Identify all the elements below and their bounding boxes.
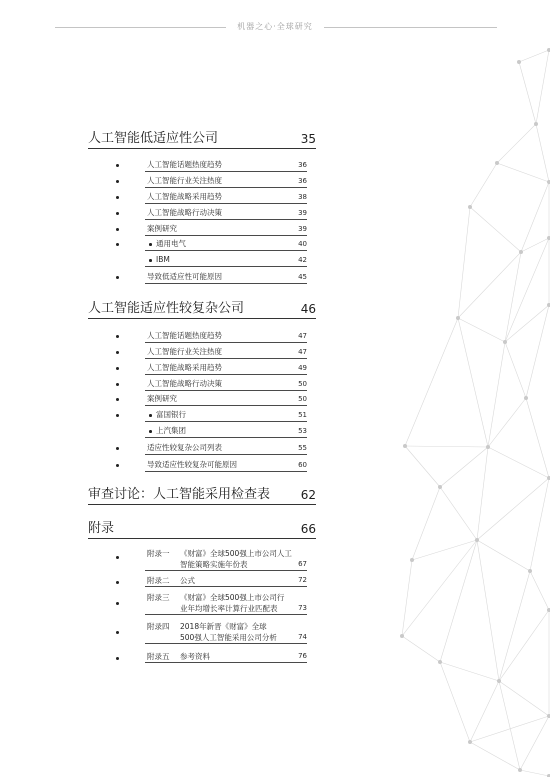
toc-item-page: 38	[298, 193, 307, 201]
toc-item-page: 50	[298, 380, 307, 388]
bullet-icon	[116, 602, 119, 605]
appendix-title-line: 公式	[180, 576, 195, 585]
toc-subitem	[145, 425, 307, 438]
toc-item-label: 人工智能战略采用趋势	[147, 363, 222, 372]
appendix-label: 附录三	[147, 593, 170, 602]
appendix-title	[180, 575, 195, 586]
toc-item-label: 人工智能行业关注热度	[147, 176, 222, 185]
toc-item-page: 47	[298, 348, 307, 356]
bullet-icon	[116, 212, 119, 215]
header-rule-right	[324, 27, 497, 28]
toc-item	[145, 393, 307, 406]
bullet-icon	[116, 164, 119, 167]
toc-item	[145, 223, 307, 236]
toc-section-heading	[88, 301, 316, 319]
appendix-title-line: 《财富》全球500强上市公司人工	[180, 549, 292, 558]
appendix-page: 72	[298, 576, 307, 584]
toc-subitem	[145, 254, 307, 267]
toc-item-page: 40	[298, 240, 307, 248]
toc-subitem	[145, 409, 307, 422]
toc-item-label: 上汽集团	[156, 426, 186, 435]
appendix-title-line: 2018年新晋《财富》全球	[180, 622, 267, 631]
toc-item-label: IBM	[156, 255, 170, 264]
toc-item-page: 39	[298, 209, 307, 217]
bullet-icon	[116, 657, 119, 660]
section-page-number: 46	[300, 302, 316, 316]
appendix-title-line: 业年均增长率计算行业匹配表	[180, 604, 278, 613]
bullet-icon	[116, 335, 119, 338]
section-title: 人工智能低适应性公司	[88, 131, 219, 146]
toc-item	[145, 362, 307, 375]
bullet-icon	[116, 180, 119, 183]
toc-section-heading	[88, 131, 316, 149]
sub-bullet-icon	[149, 430, 152, 433]
appendix-title	[180, 548, 292, 570]
sub-bullet-icon	[149, 243, 152, 246]
bullet-icon	[116, 631, 119, 634]
appendix-title	[180, 592, 284, 614]
section-page-number: 62	[300, 488, 316, 502]
appendix-label: 附录四	[147, 622, 170, 631]
toc-item-label: 案例研究	[147, 394, 177, 403]
toc-item-label: 导致适应性较复杂可能原因	[147, 460, 237, 469]
appendix-page: 76	[298, 652, 307, 660]
toc-item-label: 人工智能战略行动决策	[147, 208, 222, 217]
toc-item-page: 36	[298, 161, 307, 169]
sub-bullet-icon	[149, 259, 152, 262]
toc-section-heading	[88, 487, 316, 505]
bullet-icon	[116, 414, 119, 417]
toc-item-page: 36	[298, 177, 307, 185]
appendix-item	[145, 621, 307, 644]
toc-item	[145, 175, 307, 188]
toc-item-page: 55	[298, 444, 307, 452]
section-page-number: 66	[300, 522, 316, 536]
toc-item	[145, 207, 307, 220]
toc-item-label: 人工智能话题热度趋势	[147, 160, 222, 169]
toc-item	[145, 346, 307, 359]
toc-item-page: 39	[298, 225, 307, 233]
bullet-icon	[116, 383, 119, 386]
appendix-item	[145, 592, 307, 615]
toc-item	[145, 191, 307, 204]
toc-item-label: 人工智能话题热度趋势	[147, 331, 222, 340]
appendix-title-line: 智能策略实施年份表	[180, 560, 248, 569]
bullet-icon	[116, 581, 119, 584]
toc-item-page: 53	[298, 427, 307, 435]
toc-item-label: 人工智能行业关注热度	[147, 347, 222, 356]
toc-item-label: 富国银行	[156, 410, 186, 419]
toc-item-page: 49	[298, 364, 307, 372]
appendix-item	[145, 575, 307, 587]
toc-item-label: 适应性较复杂公司列表	[147, 443, 222, 452]
toc-item	[145, 378, 307, 391]
toc-item-page: 50	[298, 395, 307, 403]
appendix-label: 附录二	[147, 576, 170, 585]
appendix-title	[180, 651, 210, 662]
toc-item	[145, 330, 307, 343]
toc-item-page: 51	[298, 411, 307, 419]
toc-item-label: 导致低适应性可能原因	[147, 272, 222, 281]
bullet-icon	[116, 276, 119, 279]
appendix-label: 附录一	[147, 549, 170, 558]
toc-item	[145, 442, 307, 455]
toc-item	[145, 459, 307, 472]
toc-item-page: 42	[298, 256, 307, 264]
appendix-title-line: 参考资料	[180, 652, 210, 661]
bullet-icon	[116, 351, 119, 354]
toc-subitem	[145, 238, 307, 251]
bullet-icon	[116, 447, 119, 450]
toc-item	[145, 159, 307, 172]
bullet-icon	[116, 367, 119, 370]
appendix-page: 67	[298, 560, 307, 568]
sub-bullet-icon	[149, 414, 152, 417]
appendix-page: 73	[298, 604, 307, 612]
toc-item-label: 通用电气	[156, 239, 186, 248]
section-page-number: 35	[300, 132, 316, 146]
bullet-icon	[116, 243, 119, 246]
toc-item-page: 60	[298, 461, 307, 469]
toc-section-heading	[88, 521, 316, 539]
bullet-icon	[116, 464, 119, 467]
toc-item	[145, 271, 307, 284]
toc-item-label: 人工智能战略采用趋势	[147, 192, 222, 201]
appendix-label: 附录五	[147, 652, 170, 661]
bullet-icon	[116, 228, 119, 231]
appendix-item	[145, 548, 307, 571]
toc-item-label: 人工智能战略行动决策	[147, 379, 222, 388]
running-header: 机器之心·全球研究	[237, 22, 313, 31]
appendix-page: 74	[298, 633, 307, 641]
toc-item-page: 47	[298, 332, 307, 340]
section-title: 审查讨论：人工智能采用检查表	[88, 487, 271, 502]
appendix-title-line: 500强人工智能采用公司分析	[180, 633, 277, 642]
bullet-icon	[116, 398, 119, 401]
toc-item-page: 45	[298, 273, 307, 281]
appendix-title	[180, 621, 277, 643]
toc-item-label: 案例研究	[147, 224, 177, 233]
appendix-item	[145, 651, 307, 663]
appendix-title-line: 《财富》全球500强上市公司行	[180, 593, 285, 602]
section-title: 人工智能适应性较复杂公司	[88, 301, 245, 316]
bullet-icon	[116, 556, 119, 559]
section-title: 附录	[88, 521, 115, 536]
bullet-icon	[116, 196, 119, 199]
